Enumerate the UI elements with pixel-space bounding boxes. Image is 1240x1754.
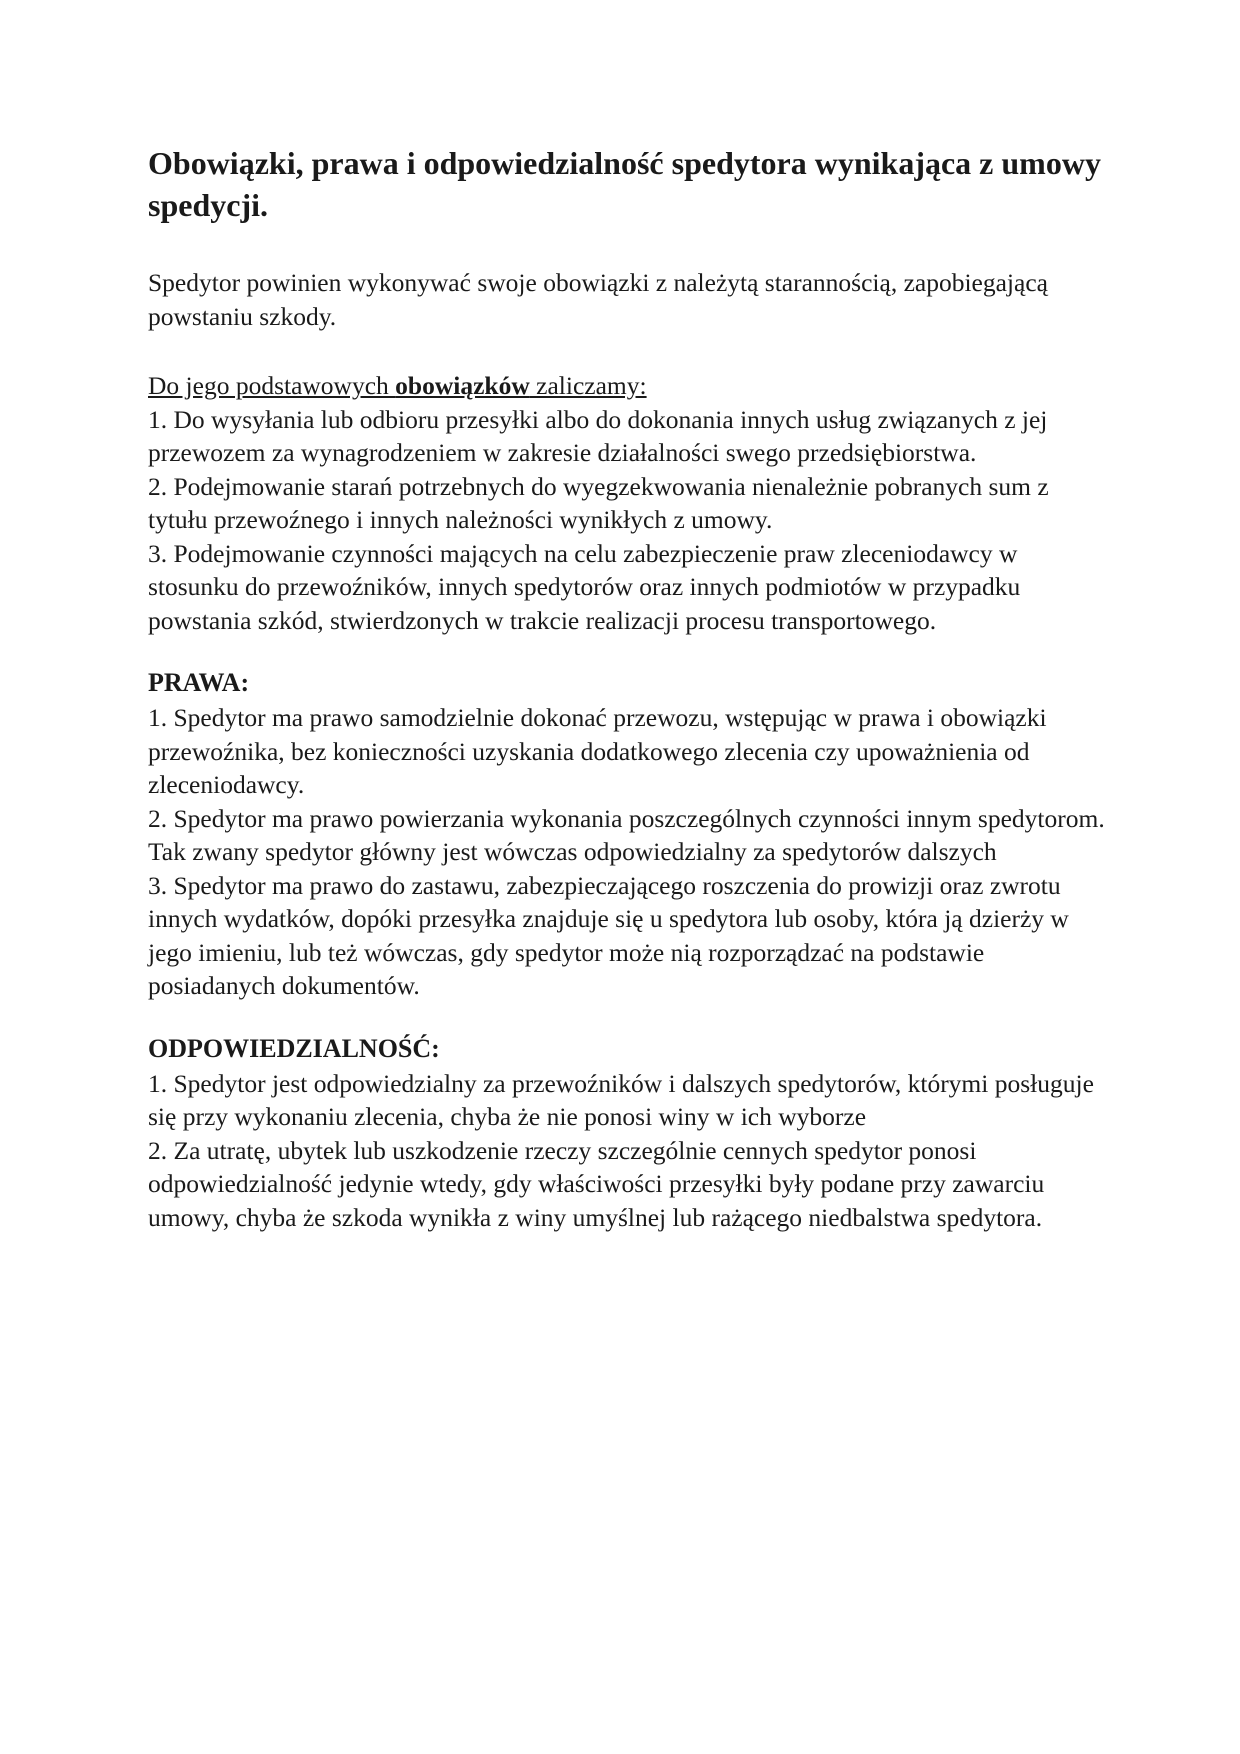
duties-heading-bold: obowiązków: [395, 371, 530, 400]
document-page: [148, 142, 1108, 1234]
rights-item: 3. Spedytor ma prawo do zastawu, zabezpieczającego roszczenia do prowizji oraz zwrotu innych wydatków, dopóki przesyłka znajduje się u spedytora lub osoby, która ją dzierży w jego imieniu, lub też wówczas, gdy spedytor może nią rozporządzać na podstawie posiadanych dokumentów.: [148, 870, 1069, 1000]
duty-item: 1. Do wysyłania lub odbioru przesyłki albo do dokonania innych usług związanych z jej przewozem za wynagrodzeniem w zakresie działalności swego przedsiębiorstwa.: [148, 404, 1048, 467]
rights-item: 1. Spedytor ma prawo samodzielnie dokonać przewozu, wstępując w prawa i obowiązki przewoźnika, bez konieczności uzyskania dodatkowego zlecenia czy upoważnienia od zleceniodawcy.: [148, 703, 1047, 799]
duties-heading-suffix: zaliczamy:: [529, 371, 647, 400]
duty-item: 2. Podejmowanie starań potrzebnych do wyegzekwowania nienależnie pobranych sum z tytułu przewoźnego i innych należności wynikłych z umowy.: [148, 471, 1049, 534]
document-title: Obowiązki, prawa i odpowiedzialność spedytora wynikająca z umowy spedycji.: [148, 145, 1101, 223]
rights-item: 2. Spedytor ma prawo powierzania wykonania poszczególnych czynności innym spedytorom. Tak zwany spedytor główny jest wówczas odpowiedzialny za spedytorów dalszych: [148, 803, 1105, 866]
rights-heading: PRAWA:: [148, 668, 250, 697]
intro-paragraph: Spedytor powinien wykonywać swoje obowiązki z należytą starannością, zapobiegającą powstaniu szkody.: [148, 268, 1048, 331]
duties-heading: [148, 369, 1108, 403]
liability-heading: ODPOWIEDZIALNOŚĆ:: [148, 1033, 440, 1063]
duties-heading-prefix: Do jego podstawowych: [148, 371, 396, 400]
duty-item: 3. Podejmowanie czynności mających na celu zabezpieczenie praw zleceniodawcy w stosunku do przewoźników, innych spedytorów oraz innych podmiotów w przypadku powstania szkód, stwierdzonych w trakcie realizacji procesu transportowego.: [148, 538, 1021, 635]
liability-item: 2. Za utratę, ubytek lub uszkodzenie rzeczy szczególnie cennych spedytor ponosi odpowiedzialność jedynie wtedy, gdy właściwości przesyłki były podane przy zawarciu umowy, chyba że szkoda wynikła z winy umyślnej lub rażącego niedbalstwa spedytora.: [148, 1135, 1045, 1232]
liability-item: 1. Spedytor jest odpowiedzialny za przewoźników i dalszych spedytorów, którymi posługuje się przy wykonaniu zlecenia, chyba że nie ponosi winy w ich wyborze: [148, 1068, 1094, 1131]
